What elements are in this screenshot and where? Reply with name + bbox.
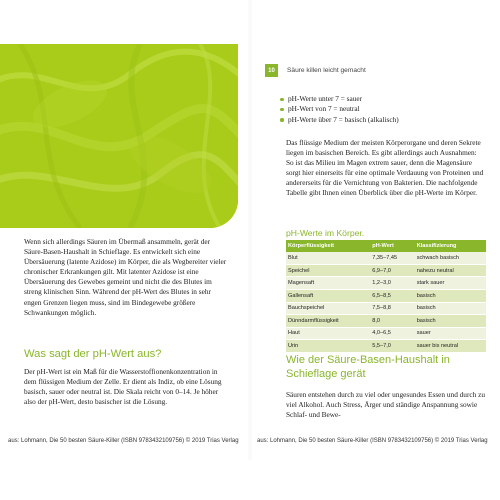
left-footer-citation: aus: Lohmann, Die 50 besten Säure-Killer (ISBN 9783432109756) © 2019 Trias Verlag <box>8 438 239 444</box>
table-cell: 8,0 <box>370 315 414 328</box>
list-item: pH-Werte über 7 = basisch (alkalisch) <box>280 115 480 125</box>
ph-bullet-list <box>280 94 480 125</box>
table-header-cell: Klassifizierung <box>415 240 486 252</box>
table-cell: 7,35–7,45 <box>370 252 414 264</box>
table-cell: schwach basisch <box>415 252 486 264</box>
table-row <box>286 277 486 290</box>
table-row <box>286 264 486 277</box>
ph-values-table <box>286 240 486 353</box>
table-header-cell: pH-Wert <box>370 240 414 252</box>
table-cell: basisch <box>415 315 486 328</box>
left-page <box>0 0 248 460</box>
table-cell: sauer bis neutral <box>415 340 486 353</box>
table-header-cell: Körperflüssigkeit <box>286 240 370 252</box>
page-number-badge: 10 <box>265 64 278 77</box>
table-cell: 4,0–6,5 <box>370 327 414 340</box>
table-row <box>286 340 486 353</box>
table-cell: Dünndarmflüssigkeit <box>286 315 370 328</box>
table-row <box>286 327 486 340</box>
section-heading-imbalance: Wie der Säure-Basen-Haushalt in Schieflage gerät <box>286 354 450 380</box>
table-row <box>286 252 486 264</box>
table-cell: Magensaft <box>286 277 370 290</box>
table-header-row <box>286 240 486 252</box>
body-fluids-paragraph: Das flüssige Medium der meisten Körperorgane und deren Sekrete liegen im basischen Bereich. Es gibt allerdings auch Ausnahmen: So ist das Milieu im Magen extrem sauer, denn die Magensäure sorgt hier einerseits für eine optimale Verdauung von Proteinen und andererseits für die Vernichtung von Bakterien. Die nachfolgende Tabelle gibt Ihnen einen Überblick über die pH-Werte im Körper. <box>286 138 484 198</box>
section-heading-ph-value: Was sagt der pH-Wert aus? <box>24 348 162 360</box>
intro-paragraph: Wenn sich allerdings Säuren im Übermaß ansammeln, gerät der Säure-Basen-Haushalt in Schieflage. Es entwickelt sich eine Übersäuerung (latente Azidose) im Körper, die als Wegbereiter vieler chronischer Erkrankungen gilt. Mit latenter Azidose ist eine Übersäuerung des Gewebes gemeint und nicht die des Blutes im streng klinischen Sinn. Während der pH-Wert des Blutes in sehr engen Grenzen liegen muss, sind im Bindegewebe größere Schwankungen möglich. <box>24 237 227 317</box>
hero-image <box>0 44 238 228</box>
table-cell: Blut <box>286 252 370 264</box>
table-cell: 1,2–3,0 <box>370 277 414 290</box>
table-cell: 6,5–8,5 <box>370 289 414 302</box>
table-row <box>286 315 486 328</box>
table-cell: Speichel <box>286 264 370 277</box>
table-cell: stark sauer <box>415 277 486 290</box>
table-cell: Haut <box>286 327 370 340</box>
table-cell: Gallensaft <box>286 289 370 302</box>
table-row <box>286 302 486 315</box>
chapter-title: Säure killen leicht gemacht <box>287 67 366 74</box>
table-cell: Bauchspeichel <box>286 302 370 315</box>
list-item: pH-Wert von 7 = neutral <box>280 104 480 114</box>
table-cell: basisch <box>415 289 486 302</box>
ph-explanation-paragraph: Der pH-Wert ist ein Maß für die Wasserstoffionenkonzentration in dem flüssigen Medium der Zelle. Er dient als Indiz, ob eine Lösung basisch, sauer oder neutral ist. Die Skala reicht von 0–14. Je höher also der pH-Wert, desto basischer ist die Lösung. <box>24 367 222 407</box>
table-title: pH-Werte im Körper. <box>286 228 365 238</box>
list-item: pH-Werte unter 7 = sauer <box>280 94 480 104</box>
table-cell: sauer <box>415 327 486 340</box>
table-cell: 7,5–8,8 <box>370 302 414 315</box>
table-cell: nahezu neutral <box>415 264 486 277</box>
table-row <box>286 289 486 302</box>
table-cell: 6,9–7,0 <box>370 264 414 277</box>
table-cell: Urin <box>286 340 370 353</box>
table-cell: basisch <box>415 302 486 315</box>
leaf-texture-illustration <box>0 44 238 228</box>
table-cell: 5,5–7,0 <box>370 340 414 353</box>
right-footer-citation: aus: Lohmann, Die 50 besten Säure-Killer (ISBN 9783432109756) © 2019 Trias Verlag <box>257 438 488 444</box>
acid-causes-paragraph: Säuren entstehen durch zu viel oder ungesundes Essen und durch zu viel Alkohol. Auch Stress, Ärger und ständige Anspannung sowie Schlaf- und Bewe- <box>286 390 485 420</box>
